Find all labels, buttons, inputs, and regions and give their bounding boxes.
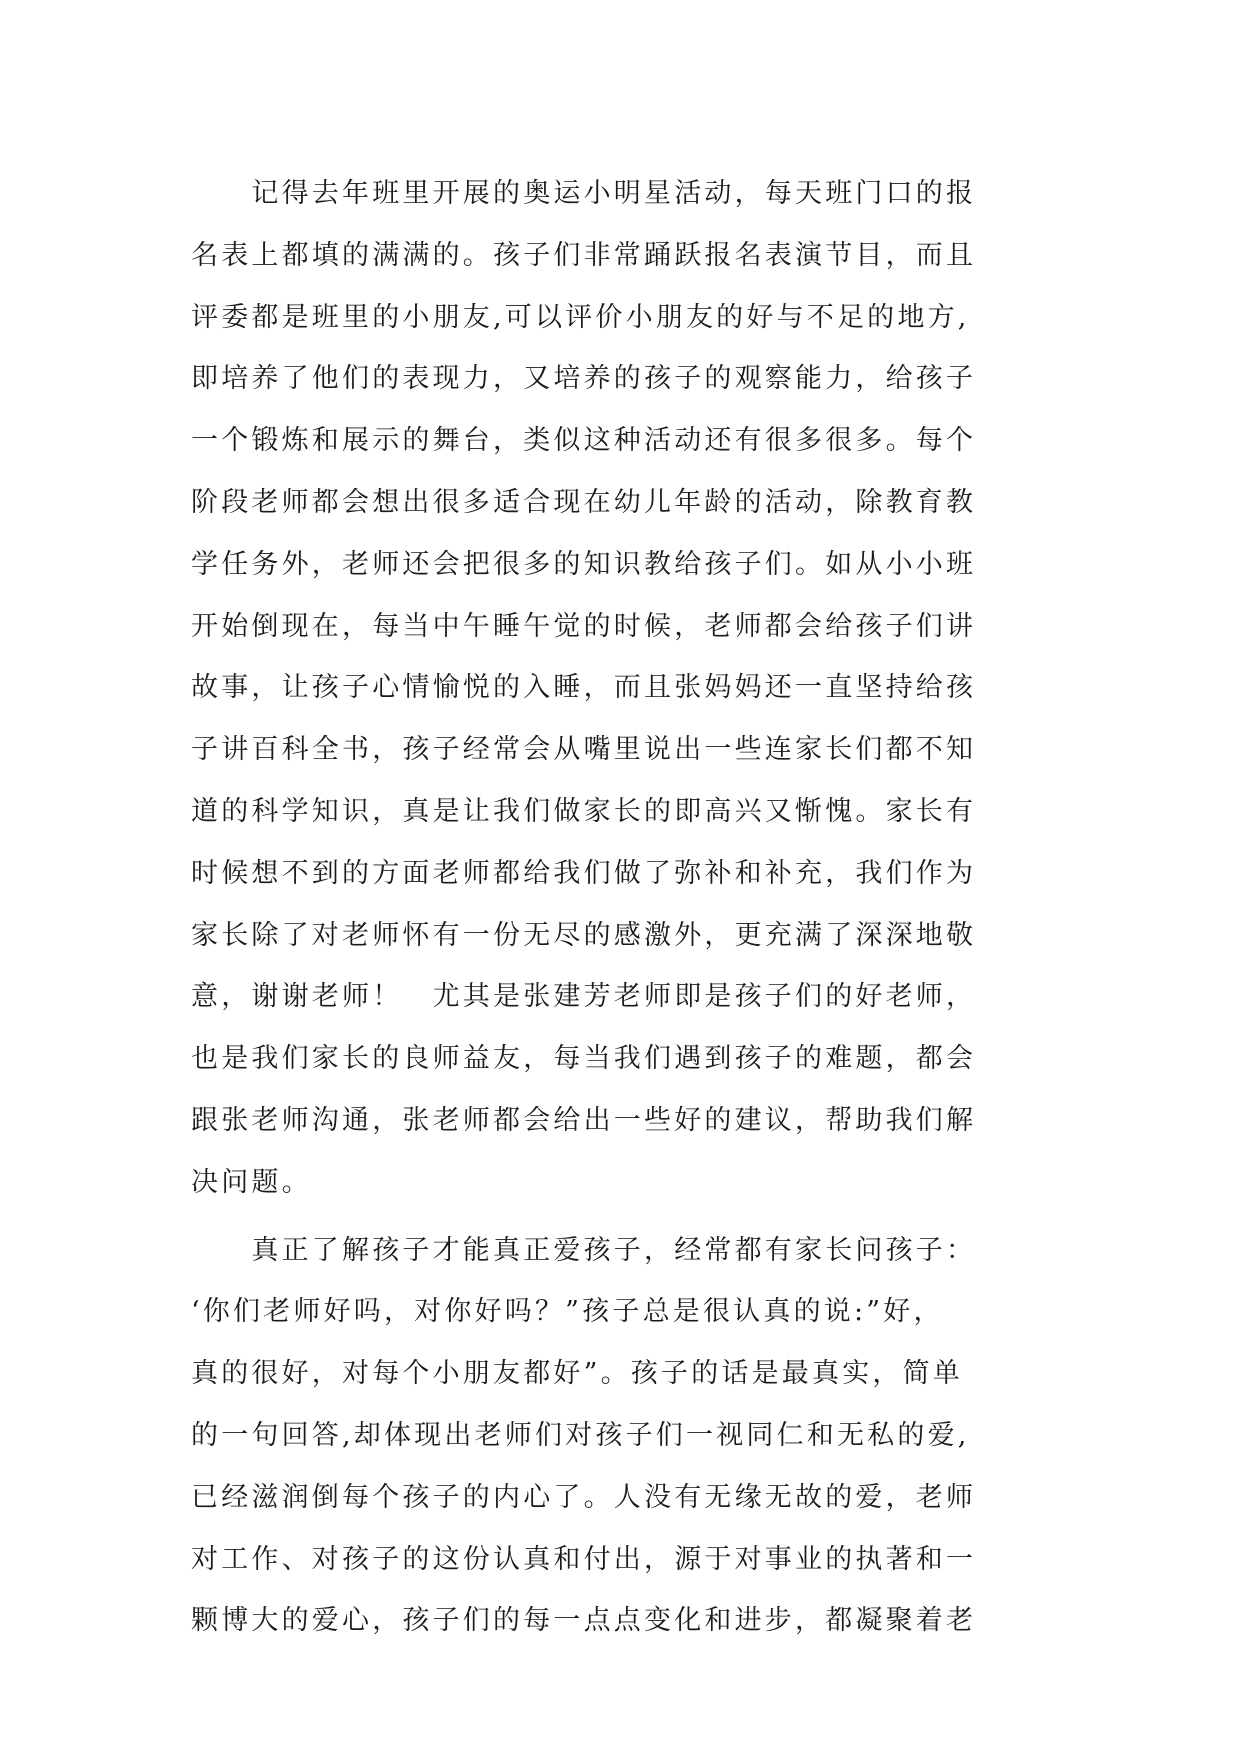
paragraph-2 bbox=[191, 1220, 1091, 1653]
text-line: 名表上都填的满满的。孩子们非常踊跃报名表演节目，而且 bbox=[191, 239, 977, 271]
text-line: 真的很好，对每个小朋友都好”。孩子的话是最真实，简单 bbox=[191, 1358, 964, 1390]
text-line: 也是我们家长的良师益友，每当我们遇到孩子的难题，都会 bbox=[191, 1043, 977, 1075]
text-line: 对工作、对孩子的这份认真和付出，源于对事业的执著和一 bbox=[191, 1543, 977, 1575]
text-line: 评委都是班里的小朋友,可以评价小朋友的好与不足的地方, bbox=[191, 301, 970, 333]
text-line: 即培养了他们的表现力，又培养的孩子的观察能力，给孩子 bbox=[191, 363, 977, 395]
text-line: 跟张老师沟通，张老师都会给出一些好的建议，帮助我们解 bbox=[191, 1104, 977, 1136]
text-line: 学任务外，老师还会把很多的知识教给孩子们。如从小小班 bbox=[191, 548, 977, 580]
text-line: 记得去年班里开展的奥运小明星活动，每天班门口的报 bbox=[191, 178, 977, 209]
text-line: 阶段老师都会想出很多适合现在幼儿年龄的活动，除教育教 bbox=[191, 486, 977, 518]
text-line: 家长除了对老师怀有一份无尽的感激外，更充满了深深地敬 bbox=[191, 919, 977, 951]
text-line: 意，谢谢老师！ 尤其是张建芳老师即是孩子们的好老师， bbox=[191, 981, 977, 1013]
text-line: ‘你们老师好吗，对你好吗？”孩子总是很认真的说:”好， bbox=[191, 1296, 944, 1328]
text-line: 一个锻炼和展示的舞台，类似这种活动还有很多很多。每个 bbox=[191, 425, 977, 457]
text-line: 子讲百科全书，孩子经常会从嘴里说出一些连家长们都不知 bbox=[191, 734, 977, 766]
text-line: 真正了解孩子才能真正爱孩子，经常都有家长问孩子： bbox=[191, 1234, 977, 1266]
text-line: 时候想不到的方面老师都给我们做了弥补和补充，我们作为 bbox=[191, 857, 977, 889]
text-line: 已经滋润倒每个孩子的内心了。人没有无缘无故的爱，老师 bbox=[191, 1481, 977, 1513]
paragraph-1 bbox=[191, 163, 1091, 1214]
text-line: 决问题。 bbox=[191, 1166, 312, 1198]
text-line: 颗博大的爱心，孩子们的每一点点变化和进步，都凝聚着老 bbox=[191, 1605, 977, 1637]
document-body bbox=[191, 163, 1091, 1652]
text-line: 开始倒现在，每当中午睡午觉的时候，老师都会给孩子们讲 bbox=[191, 610, 977, 642]
text-line: 故事，让孩子心情愉悦的入睡，而且张妈妈还一直坚持给孩 bbox=[191, 672, 977, 704]
text-line: 的一句回答,却体现出老师们对孩子们一视同仁和无私的爱, bbox=[191, 1419, 970, 1451]
text-line: 道的科学知识，真是让我们做家长的即高兴又惭愧。家长有 bbox=[191, 795, 977, 827]
